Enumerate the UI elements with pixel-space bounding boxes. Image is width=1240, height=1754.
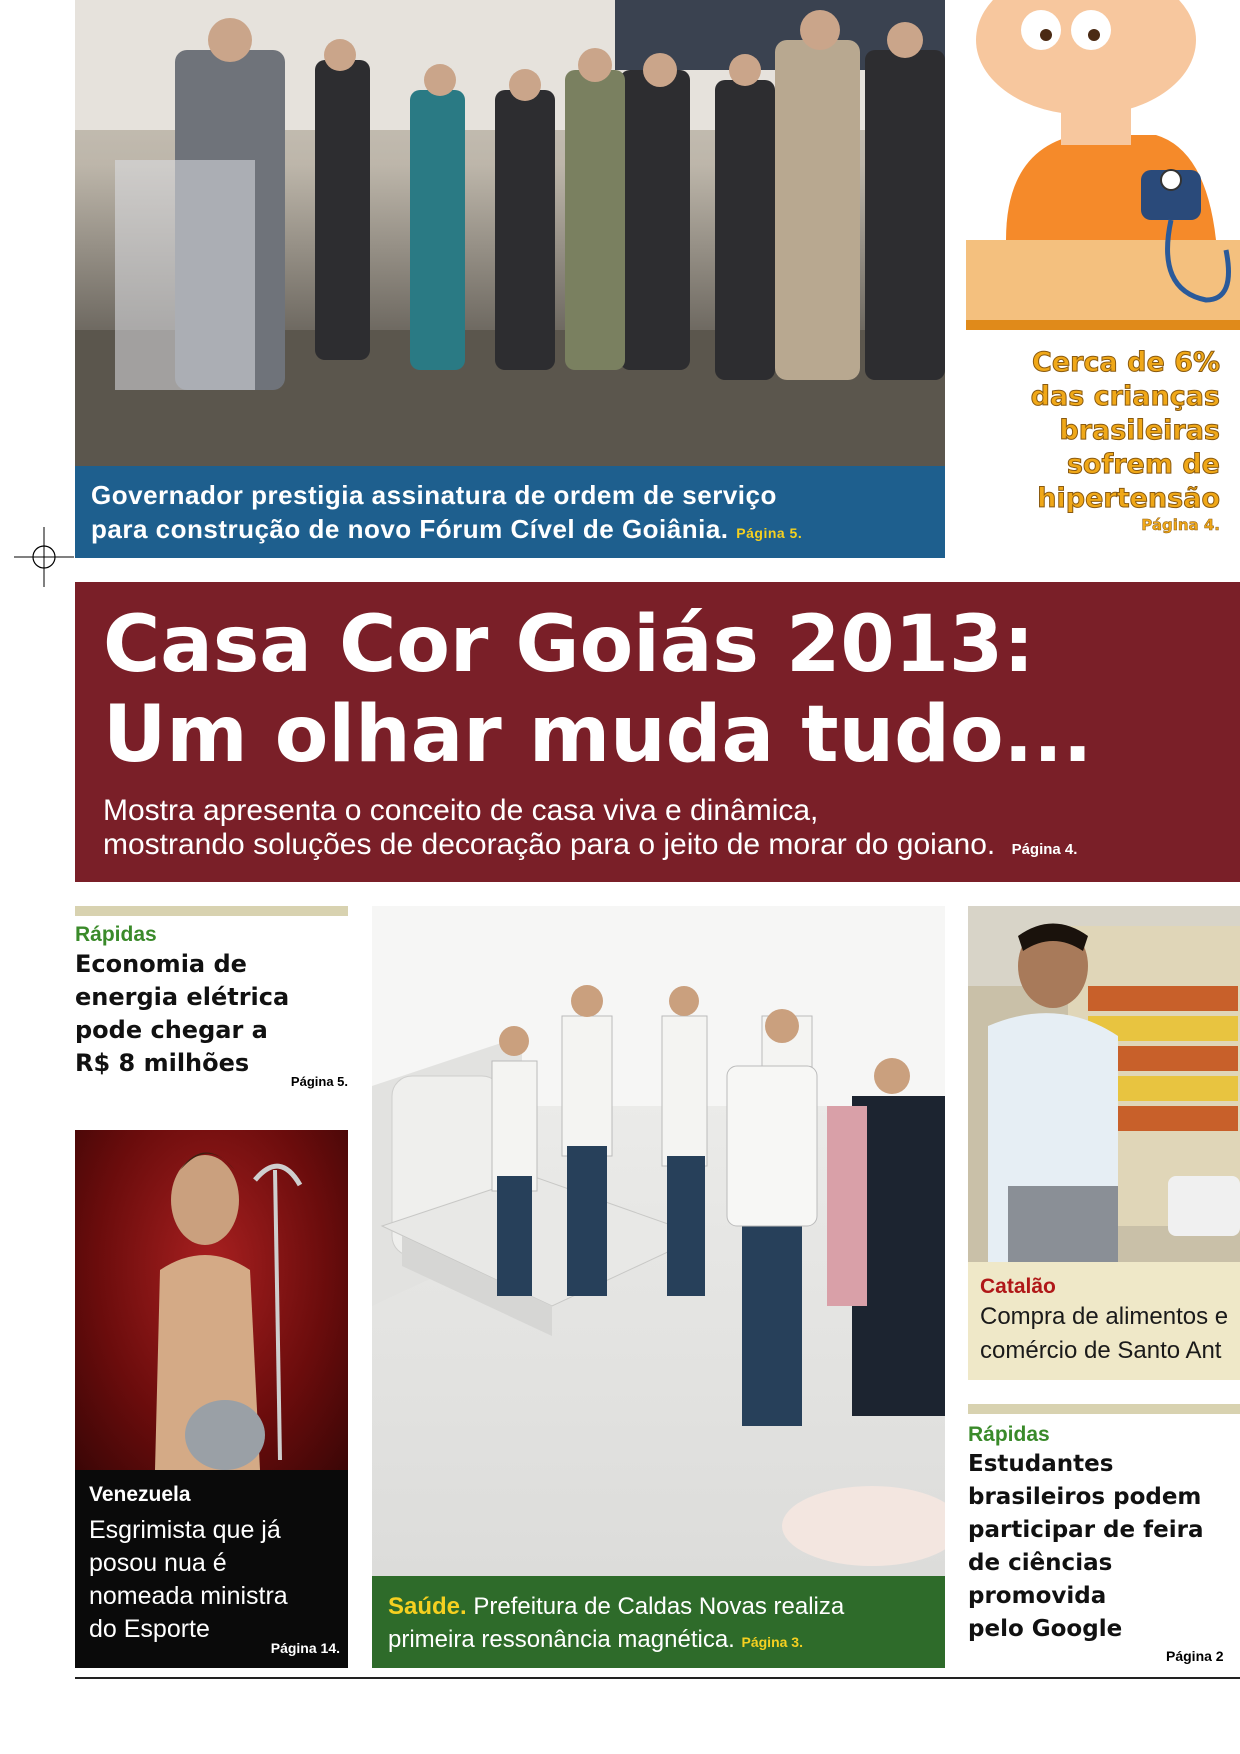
page-ref: Página 5. (290, 1074, 348, 1089)
saude-kicker: Saúde. (388, 1593, 467, 1620)
page-ref: Página 2 (1166, 1648, 1224, 1664)
supermarket-photo (968, 906, 1240, 1262)
hyper-line-1: Cerca de 6% (1032, 347, 1220, 378)
headline-subtitle-line-2: mostrando soluções de decoração para o jeito de morar do goiano. Página 4. (103, 828, 1078, 861)
registration-mark (14, 527, 74, 587)
venezuela-headline: Esgrimista que já posou nua é nomeada ministra do Esporte (89, 1516, 288, 1643)
page-ref: Página 4. (1141, 516, 1220, 534)
governor-ceremony-photo (75, 0, 945, 470)
page-ref: Página 4. (1011, 841, 1078, 858)
page-ref: Página 5. (736, 525, 803, 541)
venezuela-kicker: Venezuela (89, 1483, 191, 1506)
headline-title-line-1: Casa Cor Goiás 2013: (103, 600, 1035, 690)
saude-line-2: primeira ressonância magnética. Página 3. (388, 1626, 803, 1653)
rapidas-kicker: Rápidas (968, 1423, 1050, 1446)
caption-line-1: Governador prestigia assinatura de ordem de serviço (91, 480, 777, 510)
headline-title-line-2: Um olhar muda tudo... (103, 690, 1093, 780)
page-ref: Página 14. (270, 1640, 340, 1656)
caption-line-2: para construção de novo Fórum Cível de Goiânia. Página 5. (91, 514, 803, 544)
hyper-line-2: das crianças (1030, 381, 1220, 412)
main-headline-banner[interactable] (75, 582, 1240, 882)
top-story-caption[interactable] (75, 466, 945, 558)
students-headline: Estudantes brasileiros podem participar de feira de ciências promovida pelo Google (968, 1451, 1204, 1642)
rapidas-students-story[interactable] (968, 1422, 1240, 1646)
hypertension-illustration (966, 0, 1240, 330)
catalao-story[interactable] (968, 1262, 1240, 1380)
saude-line-1: Saúde. Prefeitura de Caldas Novas realiza (388, 1593, 845, 1620)
saude-caption[interactable] (372, 1576, 945, 1668)
mri-room-photo (372, 906, 945, 1580)
rapidas-students-rule (968, 1404, 1240, 1414)
catalao-kicker: Catalão (980, 1275, 1056, 1298)
hyper-line-5: hipertensão (1037, 483, 1220, 514)
bottom-rule (75, 1677, 1240, 1679)
rapidas-kicker: Rápidas (75, 923, 157, 946)
hypertension-teaser[interactable] (966, 346, 1220, 534)
rapidas-energy-story[interactable] (75, 922, 348, 1089)
energy-headline: Economia de energia elétrica pode chegar a R$ 8 milhões (75, 950, 290, 1077)
catalao-headline: Compra de alimentos e comércio de Santo Ant (980, 1303, 1229, 1364)
rapidas-energy-rule (75, 906, 348, 916)
venezuela-story[interactable] (75, 1470, 348, 1668)
headline-subtitle-line-1: Mostra apresenta o conceito de casa viva e dinâmica, (103, 794, 819, 827)
fencer-photo (75, 1130, 348, 1470)
page-ref: Página 3. (741, 1634, 803, 1650)
hyper-line-4: sofrem de (1066, 449, 1220, 480)
hyper-line-3: brasileiras (1059, 415, 1220, 446)
